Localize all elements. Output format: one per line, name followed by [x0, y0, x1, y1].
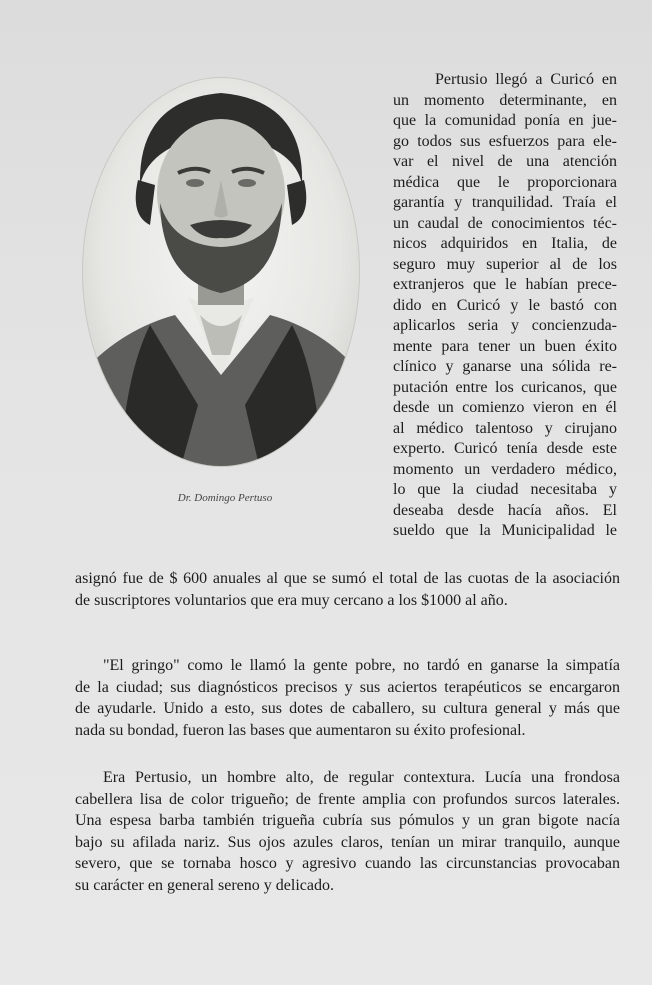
text-line: clínico y ganarse una sólida re-: [393, 358, 617, 375]
paragraph-3: [75, 767, 620, 896]
text-line: cabellera lisa de color trigueño; de frente amplia con profundos surcos laterales.: [75, 790, 620, 808]
text-line: severo, que se tornaba hosco y agresivo cuando las circunstancias provocaban: [75, 855, 620, 872]
text-line: un caudal de conocimientos téc-: [393, 214, 617, 232]
text-line: de suscriptores voluntarios que era muy cercano a los $1000 al año.: [75, 591, 508, 609]
text-line: experto. Curicó tenía desde este: [393, 440, 617, 457]
text-line: Pertusio llegó a Curicó en: [435, 71, 617, 88]
text-line: de la ciudad; sus diagnósticos precisos y sus aciertos terapéuticos se encargaron: [75, 678, 620, 696]
text-line: extranjeros que le habían prece-: [393, 276, 617, 293]
text-line: desde un comienzo vieron en él: [393, 399, 617, 416]
text-line: garantía y tranquilidad. Traía el: [393, 194, 617, 211]
text-line: dido en Curicó y le bastó con: [393, 296, 617, 314]
text-line: var el nivel de una atención: [393, 153, 617, 170]
text-line: go todos sus esfuerzos para ele-: [393, 132, 617, 150]
paragraph-2: [75, 655, 620, 741]
text-line: que la comunidad ponía en jue-: [393, 112, 617, 129]
text-line: mente para tener un buen éxito: [393, 337, 617, 355]
text-line: de ayudarle. Unido a esto, sus dotes de caballero, su cultura general y más que: [75, 700, 620, 717]
side-column-text: [393, 70, 617, 542]
paragraph-1-continuation: [75, 568, 620, 611]
text-line: un momento determinante, en: [393, 91, 617, 109]
portrait-photo: [80, 75, 362, 470]
text-line: seguro muy superior al de los: [393, 255, 617, 273]
text-line: momento un verdadero médico,: [393, 460, 617, 478]
text-line: nada su bondad, fueron las bases que aumentaron su éxito profesional.: [75, 721, 526, 739]
portrait-caption: Dr. Domingo Pertuso: [177, 492, 273, 504]
text-line: deseaba desde hacía años. El: [393, 501, 617, 519]
text-line: médica que le proporcionara: [393, 173, 617, 191]
text-line: sueldo que la Municipalidad le: [393, 522, 617, 539]
text-line: asignó fue de $ 600 anuales al que se sumó el total de las cuotas de la asociación: [75, 570, 620, 587]
text-line: lo que la ciudad necesitaba y: [393, 481, 617, 498]
text-line: bajo su afilada nariz. Sus ojos azules claros, tenían un mirar tranquilo, aunque: [75, 833, 620, 851]
text-line: Era Pertusio, un hombre alto, de regular contextura. Lucía una frondosa: [103, 769, 620, 786]
text-line: aplicarlos seria y concienzuda-: [393, 317, 617, 334]
text-line: Una espesa barba también trigueña cubría sus pómulos y un gran bigote nacía: [75, 812, 620, 829]
text-line: nicos adquiridos en Italia, de: [393, 235, 617, 252]
text-line: su carácter en general sereno y delicado.: [75, 876, 334, 894]
portrait-image: [80, 75, 362, 470]
text-line: al médico talentoso y cirujano: [393, 419, 617, 437]
text-line: putación entre los curicanos, que: [393, 378, 617, 396]
text-line: "El gringo" como le llamó la gente pobre, no tardó en ganarse la simpatía: [103, 657, 620, 674]
